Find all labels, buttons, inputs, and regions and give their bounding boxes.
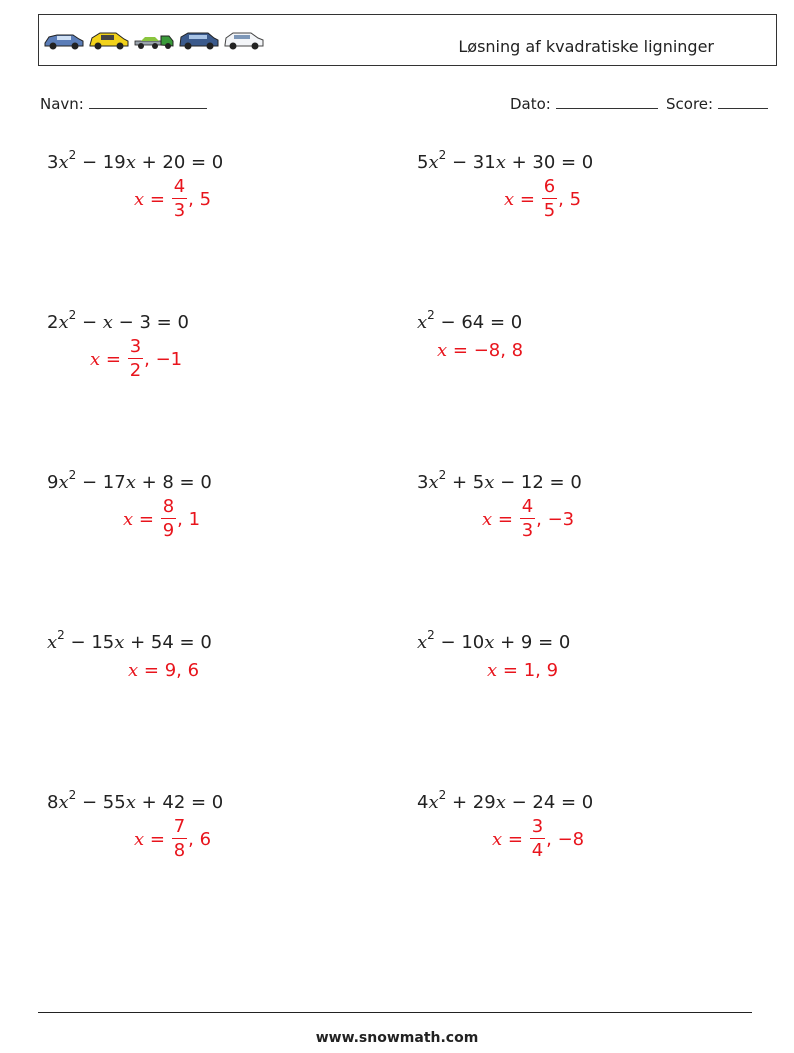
problem-1-equation: $3x^2 - 19x + 20 = 0$	[47, 148, 224, 173]
date-field[interactable]	[510, 94, 658, 113]
car-icon-tow-truck	[133, 29, 175, 51]
name-blank[interactable]	[89, 94, 207, 109]
problem-10-equation: $4x^2 + 29x - 24 = 0$	[417, 788, 594, 813]
car-icon-yellow-hatch	[88, 29, 130, 51]
problem-5-answer: x = $\frac{8}{9}$ , 1	[123, 496, 201, 541]
name-label: Navn:	[40, 95, 84, 113]
score-blank[interactable]	[718, 94, 768, 109]
date-label: Dato:	[510, 95, 551, 113]
problem-6-equation: $3x^2 + 5x - 12 = 0$	[417, 468, 582, 493]
name-field[interactable]	[40, 94, 207, 113]
score-field[interactable]	[666, 94, 768, 113]
problem-4-equation: $x^2 - 64 = 0$	[417, 308, 523, 333]
problem-6-answer: x = $\frac{4}{3}$ , −3	[482, 496, 575, 541]
page-title: Løsning af kvadratiske ligninger	[458, 37, 714, 56]
car-icon-blue-sedan	[43, 29, 85, 51]
problem-9-answer: x = $\frac{7}{8}$ , 6	[134, 816, 212, 861]
car-icons	[43, 29, 265, 51]
answer-fraction: $\frac{4}{3}$	[521, 496, 534, 541]
car-icon-blue-suv	[178, 29, 220, 51]
problem-7-equation: $x^2 - 15x + 54 = 0$	[47, 628, 212, 653]
problem-2-answer: x = $\frac{6}{5}$ , 5	[504, 176, 582, 221]
answer-fraction: $\frac{6}{5}$	[543, 176, 556, 221]
problem-3-equation: $2x^2 - x - 3 = 0$	[47, 308, 189, 333]
problem-2-equation: $5x^2 - 31x + 30 = 0$	[417, 148, 594, 173]
date-blank[interactable]	[556, 94, 658, 109]
footer-divider	[38, 1012, 752, 1013]
answer-fraction: $\frac{7}{8}$	[173, 816, 186, 861]
score-label: Score:	[666, 95, 714, 113]
problem-1-answer: x = $\frac{4}{3}$ , 5	[134, 176, 212, 221]
problem-9-equation: $8x^2 - 55x + 42 = 0$	[47, 788, 224, 813]
answer-fraction: $\frac{3}{2}$	[129, 336, 142, 381]
car-icon-white-suv	[223, 29, 265, 51]
answer-fraction: $\frac{3}{4}$	[531, 816, 544, 861]
answer-fraction: $\frac{4}{3}$	[173, 176, 186, 221]
problem-7-answer: x = 9, 6	[128, 660, 200, 681]
answer-fraction: $\frac{8}{9}$	[162, 496, 175, 541]
problem-8-equation: $x^2 - 10x + 9 = 0$	[417, 628, 571, 653]
problem-8-answer: x = 1, 9	[487, 660, 559, 681]
problem-3-answer: x = $\frac{3}{2}$ , −1	[90, 336, 183, 381]
problem-10-answer: x = $\frac{3}{4}$ , −8	[492, 816, 585, 861]
header-box	[38, 14, 777, 66]
problem-5-equation: $9x^2 - 17x + 8 = 0$	[47, 468, 212, 493]
footer-url[interactable]: www.snowmath.com	[315, 1030, 479, 1046]
problem-4-answer: x = −8, 8	[437, 340, 524, 361]
